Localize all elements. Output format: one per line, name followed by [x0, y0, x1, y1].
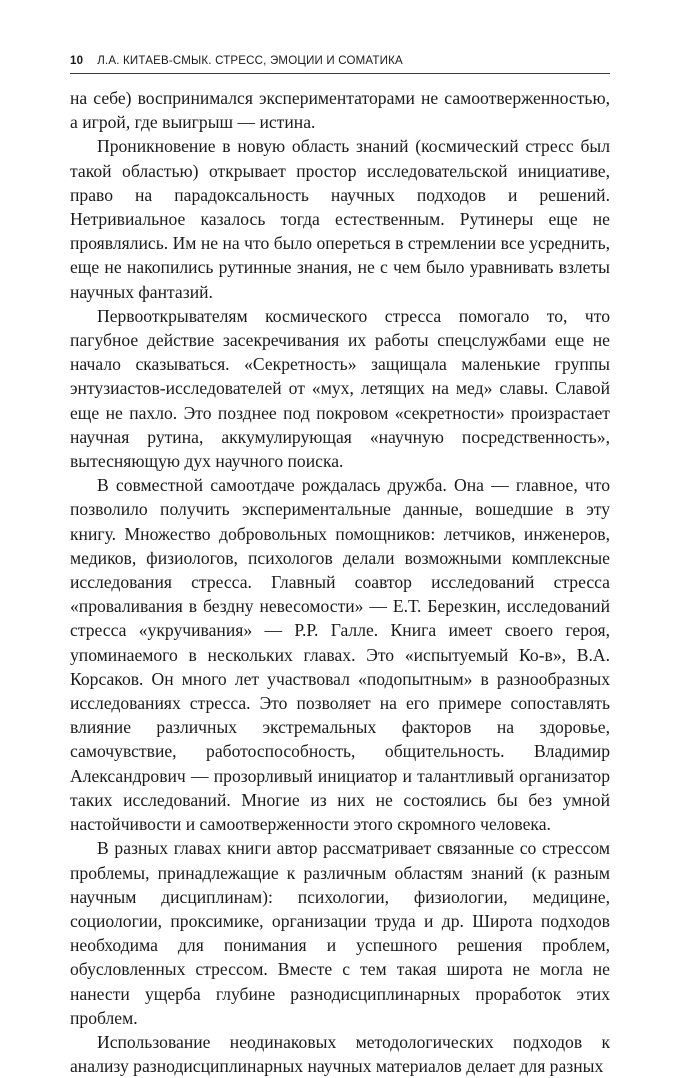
- paragraph-continuation: на себе) воспринимался экспериментаторами не самоотверженностью, а игрой, где выигрыш — истина.: [70, 88, 610, 133]
- body-text: [70, 86, 610, 1078]
- paragraph: Первооткрывателям космического стресса помогало то, что пагубное действие засекречивания их работы спецслужбами еще не начало сказываться. «Секретность» защищала маленькие группы энтузиастов-исследователей от «мух, летящих на мед» славы. Славой еще не пахло. Это позднее под покровом «секретности» произрастает научная рутина, аккумулирующая «научную посредственность», вытесняющую дух научного поиска.: [70, 305, 610, 472]
- paragraph: Использование неодинаковых методологических подходов к анализу разнодисциплинарных научных материалов делает для разных: [70, 1031, 610, 1077]
- running-title: Л.А. КИТАЕВ-СМЫК. СТРЕСС, ЭМОЦИИ И СОМАТИКА: [97, 55, 403, 67]
- paragraph: В разных главах книги автор рассматривает связанные со стрессом проблемы, принадлежащие к различным областям знаний (к разным научным дисциплинам): психологии, физиологии, медицине, социологии, проксимике, организации труда и др. Широта подходов необходима для понимания и успешного решения проблем, обусловленных стрессом. Вместе с тем такая широта не могла не нанести ущерба глубине разнодисциплинарных проработок этих проблем.: [70, 838, 610, 1028]
- header-rule: [70, 73, 610, 74]
- page-number: 10: [70, 55, 84, 67]
- paragraph: В совместной самоотдаче рождалась дружба. Она — главное, что позволило получить экспериментальные данные, вошедшие в эту книгу. Множество добровольных помощников: летчиков, инженеров, медиков, физиологов, психологов делали возможными комплексные исследования стресса. Главный соавтор исследований стресса «проваливания в бездну невесомости» — Е.Т. Березкин, исследований стресса «укручивания» — Р.Р. Галле. Книга имеет своего героя, упоминаемого в нескольких главах. Это «испытуемый Ко-в», В.А. Корсаков. Он много лет участвовал «подопытным» в разнообразных исследованиях стресса. Это позволяет на его примере сопоставлять влияние различных экстремальных факторов на здоровье, самочувствие, работоспособность, общительность. Владимир Александрович — прозорливый инициатор и талантливый организатор таких исследований. Многие из них не состоялись бы без умной настойчивости и самоотверженности этого скромного человека.: [70, 475, 610, 835]
- running-header: [70, 50, 610, 72]
- paragraph: Проникновение в новую область знаний (космический стресс был такой областью) открывает простор исследовательской инициативе, право на парадоксальность научных подходов и решений. Нетривиальное казалось тогда естественным. Рутинеры еще не проявлялись. Им не на что было опереться в стремлении все усреднить, еще не накопились рутинные знания, не с чем было уравнивать взлеты научных фантазий.: [70, 136, 610, 302]
